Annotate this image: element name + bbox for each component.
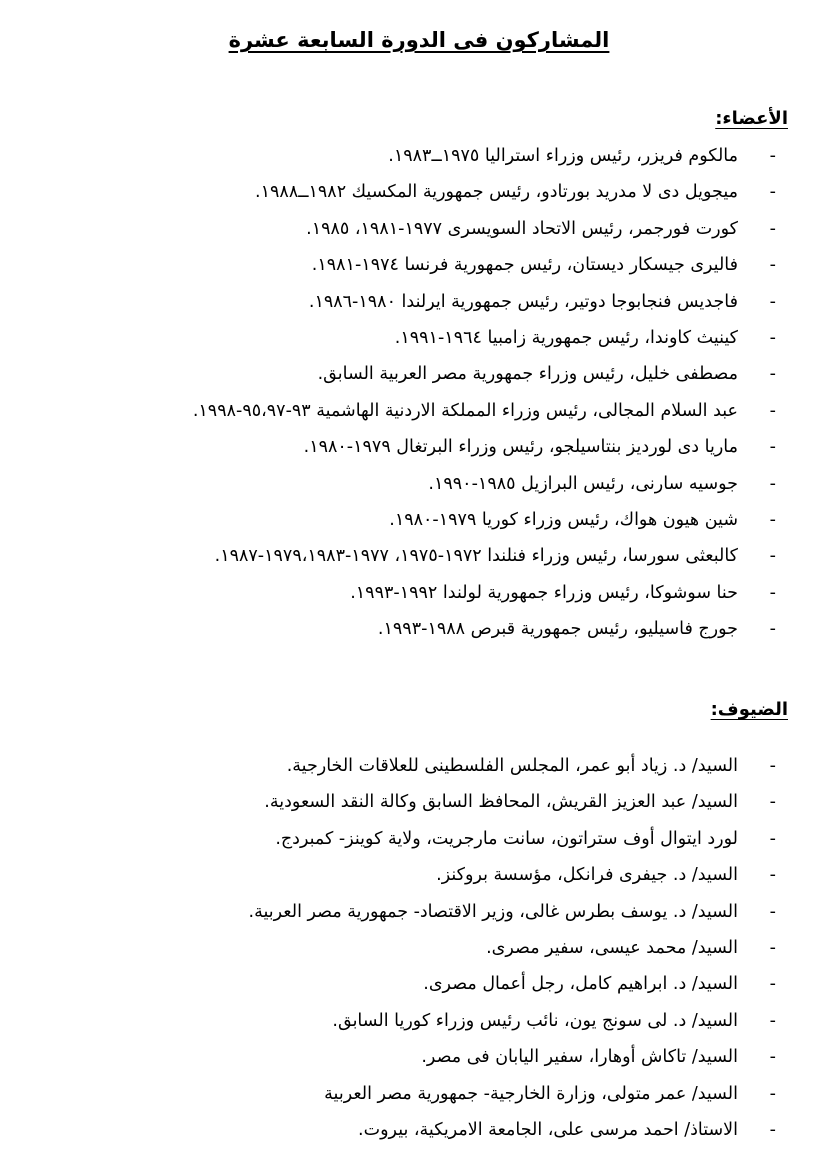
bullet: - — [769, 937, 776, 958]
member-item — [20, 320, 776, 356]
bullet: - — [769, 437, 776, 458]
bullet: - — [769, 901, 776, 922]
member-item — [20, 429, 776, 465]
member-text: مصطفى خليل، رئيس وزراء جمهورية مصر العربية السابق. — [317, 364, 738, 385]
guest-text: لورد ايتوال أوف ستراتون، سانت مارجريت، ولاية كوينز- كمبردج. — [275, 828, 738, 849]
member-item — [20, 393, 776, 429]
bullet: - — [769, 756, 776, 776]
member-text: حنا سوشوكا، رئيس وزراء جمهورية لولندا ١٩٩٢-١٩٩٣. — [350, 582, 738, 603]
member-text: مالكوم فريزر، رئيس وزراء استراليا ١٩٧٥ــ١٩٨٣. — [388, 146, 738, 166]
guest-text: السيد/ د. يوسف بطرس غالى، وزير الاقتصاد- جمهورية مصر العربية. — [248, 901, 738, 922]
member-item — [20, 356, 776, 392]
member-item — [20, 247, 776, 283]
guest-text: الاستاذ/ احمد مرسى على، الجامعة الامريكية، بيروت. — [358, 1119, 738, 1140]
guest-text: السيد/ محمد عيسى، سفير مصرى. — [486, 937, 738, 958]
guest-item — [20, 1076, 776, 1112]
member-item — [20, 575, 776, 611]
member-text: شين هيون هواك، رئيس وزراء كوريا ١٩٧٩-١٩٨٠. — [389, 509, 738, 530]
members-list — [20, 138, 776, 647]
guest-text: السيد/ د. ابراهيم كامل، رجل أعمال مصرى. — [423, 974, 738, 995]
guests-list — [20, 748, 776, 1148]
guest-item — [20, 1003, 776, 1039]
member-item — [20, 138, 776, 174]
member-text: فاليرى جيسكار ديستان، رئيس جمهورية فرنسا ١٩٧٤-١٩٨١. — [311, 255, 738, 276]
member-item — [20, 211, 776, 247]
bullet: - — [769, 1119, 776, 1140]
member-text: كالبعثى سورسا، رئيس وزراء فنلندا ١٩٧٢-١٩٧٥، ١٩٧٧-١٩٧٩،١٩٨٣-١٩٨٧. — [214, 546, 738, 567]
member-item — [20, 538, 776, 574]
member-item — [20, 502, 776, 538]
guest-text: السيد/ تاكاش أوهارا، سفير اليابان فى مصر. — [421, 1047, 738, 1068]
member-item — [20, 174, 776, 210]
guests-heading: الضيوف: — [710, 699, 788, 720]
member-text: كورت فورجمر، رئيس الاتحاد السويسرى ١٩٧٧-١٩٨١، ١٩٨٥. — [306, 218, 738, 239]
members-heading: الأعضاء: — [715, 108, 788, 129]
bullet: - — [769, 1010, 776, 1031]
bullet: - — [769, 218, 776, 239]
bullet: - — [769, 400, 776, 421]
bullet: - — [769, 828, 776, 849]
guest-text: السيد/ د. زياد أبو عمر، المجلس الفلسطينى للعلاقات الخارجية. — [286, 756, 738, 776]
guest-item — [20, 821, 776, 857]
member-text: كينيث كاوندا، رئيس جمهورية زامبيا ١٩٦٤-١٩٩١. — [394, 327, 738, 348]
guest-item — [20, 784, 776, 820]
bullet: - — [769, 509, 776, 530]
bullet: - — [769, 619, 776, 640]
bullet: - — [769, 364, 776, 385]
guest-item — [20, 1112, 776, 1148]
bullet: - — [769, 327, 776, 348]
page-title: المشاركون فى الدورة السابعة عشرة — [228, 28, 610, 52]
bullet: - — [769, 182, 776, 203]
member-text: جورج فاسيليو، رئيس جمهورية قبرص ١٩٨٨-١٩٩٣. — [377, 619, 738, 640]
bullet: - — [769, 865, 776, 886]
guest-item — [20, 857, 776, 893]
member-item — [20, 611, 776, 647]
guest-text: السيد/ د. لى سونج يون، نائب رئيس وزراء كوريا السابق. — [332, 1010, 738, 1031]
member-item — [20, 284, 776, 320]
guest-item — [20, 930, 776, 966]
bullet: - — [769, 582, 776, 603]
member-text: عبد السلام المجالى، رئيس وزراء المملكة الاردنية الهاشمية ٩٣-٩٥،٩٧-١٩٩٨. — [192, 400, 738, 421]
guest-item — [20, 748, 776, 784]
bullet: - — [769, 473, 776, 494]
guest-text: السيد/ د. جيفرى فرانكل، مؤسسة بروكنز. — [436, 865, 738, 886]
bullet: - — [769, 146, 776, 166]
guest-item — [20, 1039, 776, 1075]
guest-item — [20, 894, 776, 930]
guest-text: السيد/ عبد العزيز القريش، المحافظ السابق وكالة النقد السعودية. — [264, 792, 738, 813]
member-text: ماريا دى لورديز بنتاسيلجو، رئيس وزراء البرتغال ١٩٧٩-١٩٨٠. — [303, 437, 738, 458]
bullet: - — [769, 1083, 776, 1104]
member-item — [20, 466, 776, 502]
member-text: جوسيه سارنى، رئيس البرازيل ١٩٨٥-١٩٩٠. — [428, 473, 738, 494]
bullet: - — [769, 291, 776, 312]
guest-item — [20, 966, 776, 1002]
member-text: ميجويل دى لا مدريد بورتادو، رئيس جمهورية المكسيك ١٩٨٢ــ١٩٨٨. — [255, 182, 738, 203]
bullet: - — [769, 255, 776, 276]
bullet: - — [769, 974, 776, 995]
bullet: - — [769, 1047, 776, 1068]
bullet: - — [769, 792, 776, 813]
bullet: - — [769, 546, 776, 567]
guest-text: السيد/ عمر متولى، وزارة الخارجية- جمهورية مصر العربية — [324, 1083, 738, 1104]
member-text: فاجديس فنجابوجا دوتير، رئيس جمهورية ايرلندا ١٩٨٠-١٩٨٦. — [308, 291, 738, 312]
